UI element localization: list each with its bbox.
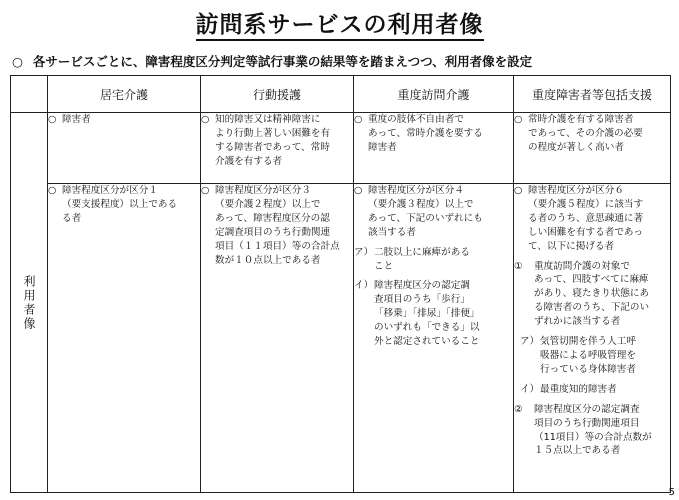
header-home-care: 居宅介護 <box>48 76 201 113</box>
cell-behavior-support-target: ○ 知的障害又は精神障害に より行動上著しい困難を有 する障害者であって、常時 介護を有する者 <box>201 113 354 184</box>
bullet-circle-icon: ○ <box>48 185 57 196</box>
cell-home-care-target: ○ 障害者 <box>48 113 201 184</box>
header-behavior-support: 行動援護 <box>201 76 354 113</box>
list-item: ア） 気管切開を伴う人工呼 吸器による呼吸管理を 行っている身体障害者 <box>520 336 636 375</box>
bullet-circle-icon: ○ <box>12 54 23 69</box>
bullet-circle-icon: ○ <box>514 114 523 125</box>
bullet-circle-icon: ○ <box>201 185 210 196</box>
list-item: イ） 障害程度区分の認定調 査項目のうち「歩行」 「移乗」「排尿」「排便」 のいずれも「できる」以 外と認定されていること <box>354 280 480 348</box>
table-row <box>11 184 671 493</box>
list-item: ① 重度訪問介護の対象で あって、四肢すべてに麻痺 があり、寝たきり状態にあ る障害者のうち、下記のい ずれかに該当する者 <box>514 260 650 328</box>
subtitle-text: 各サービスごとに、障害程度区分判定等試行事業の結果等を踏まえつつ、利用者像を設定 <box>32 54 533 69</box>
row-label: 利用者像 <box>11 113 48 493</box>
bullet-circle-icon: ○ <box>354 114 363 125</box>
cell-home-care-criteria: ○ 障害程度区分が区分１ （要支援程度）以上である る者 <box>48 184 201 493</box>
cell-severe-visiting-target: ○ 重度の肢体不自由者で あって、常時介護を要する 障害者 <box>354 113 514 184</box>
cell-comprehensive-criteria: ○ 障害程度区分が区分６ （要介護５程度）に該当す る者のうち、意思疎通に著 しい困難を有する者であっ て、以下に掲げる者 ① 重度訪問介護の対象で あって、四肢すべてに麻痺 があり、寝たきり状態にあ る障害者のうち、下記のい ずれかに該当する者 ア） 気管切開を伴う人工呼 吸器による呼吸管理を 行っている身体障害者 イ） 最重度知的障害者 ② 障害程度区分の認定調査 項目のうち行動関連項目 （11項目）等の合計点数が １５点以上である者 <box>514 184 671 493</box>
page-title: 訪問系サービスの利用者像 <box>0 6 679 39</box>
cell-severe-visiting-criteria: ○ 障害程度区分が区分４ （要介護３程度）以上で あって、下記のいずれにも 該当する者 ア） 二肢以上に麻痺がある こと イ） 障害程度区分の認定調 査項目のうち「歩行」 「移乗」「排尿」「排便」 のいずれも「できる」以 外と認定されていること <box>354 184 514 493</box>
bullet-circle-icon: ○ <box>201 114 210 125</box>
bullet-circle-icon: ○ <box>48 114 57 125</box>
bullet-circle-icon: ○ <box>354 185 363 196</box>
bullet-circle-icon: ○ <box>514 185 523 196</box>
subtitle <box>12 52 532 70</box>
cell-behavior-support-criteria: ○ 障害程度区分が区分３ （要介護２程度）以上で あって、障害程度区分の認 定調査項目のうち行動関連 項目（１１項目）等の合計点 数が１０点以上である者 <box>201 184 354 493</box>
user-profile-table <box>10 75 671 493</box>
page-number: 5 <box>668 487 675 498</box>
list-item: イ） 最重度知的障害者 <box>520 383 617 395</box>
cell-comprehensive-target: ○ 常時介護を有する障害者 であって、その介護の必要 の程度が著しく高い者 <box>514 113 671 184</box>
list-item: ② 障害程度区分の認定調査 項目のうち行動関連項目 （11項目）等の合計点数が １５点以上である者 <box>514 403 652 457</box>
list-item: ア） 二肢以上に麻痺がある こと <box>354 246 470 272</box>
table-row <box>11 113 671 184</box>
header-corner <box>11 76 48 113</box>
header-comprehensive-support: 重度障害者等包括支援 <box>514 76 671 113</box>
header-row <box>11 76 671 113</box>
header-severe-visiting-care: 重度訪問介護 <box>354 76 514 113</box>
